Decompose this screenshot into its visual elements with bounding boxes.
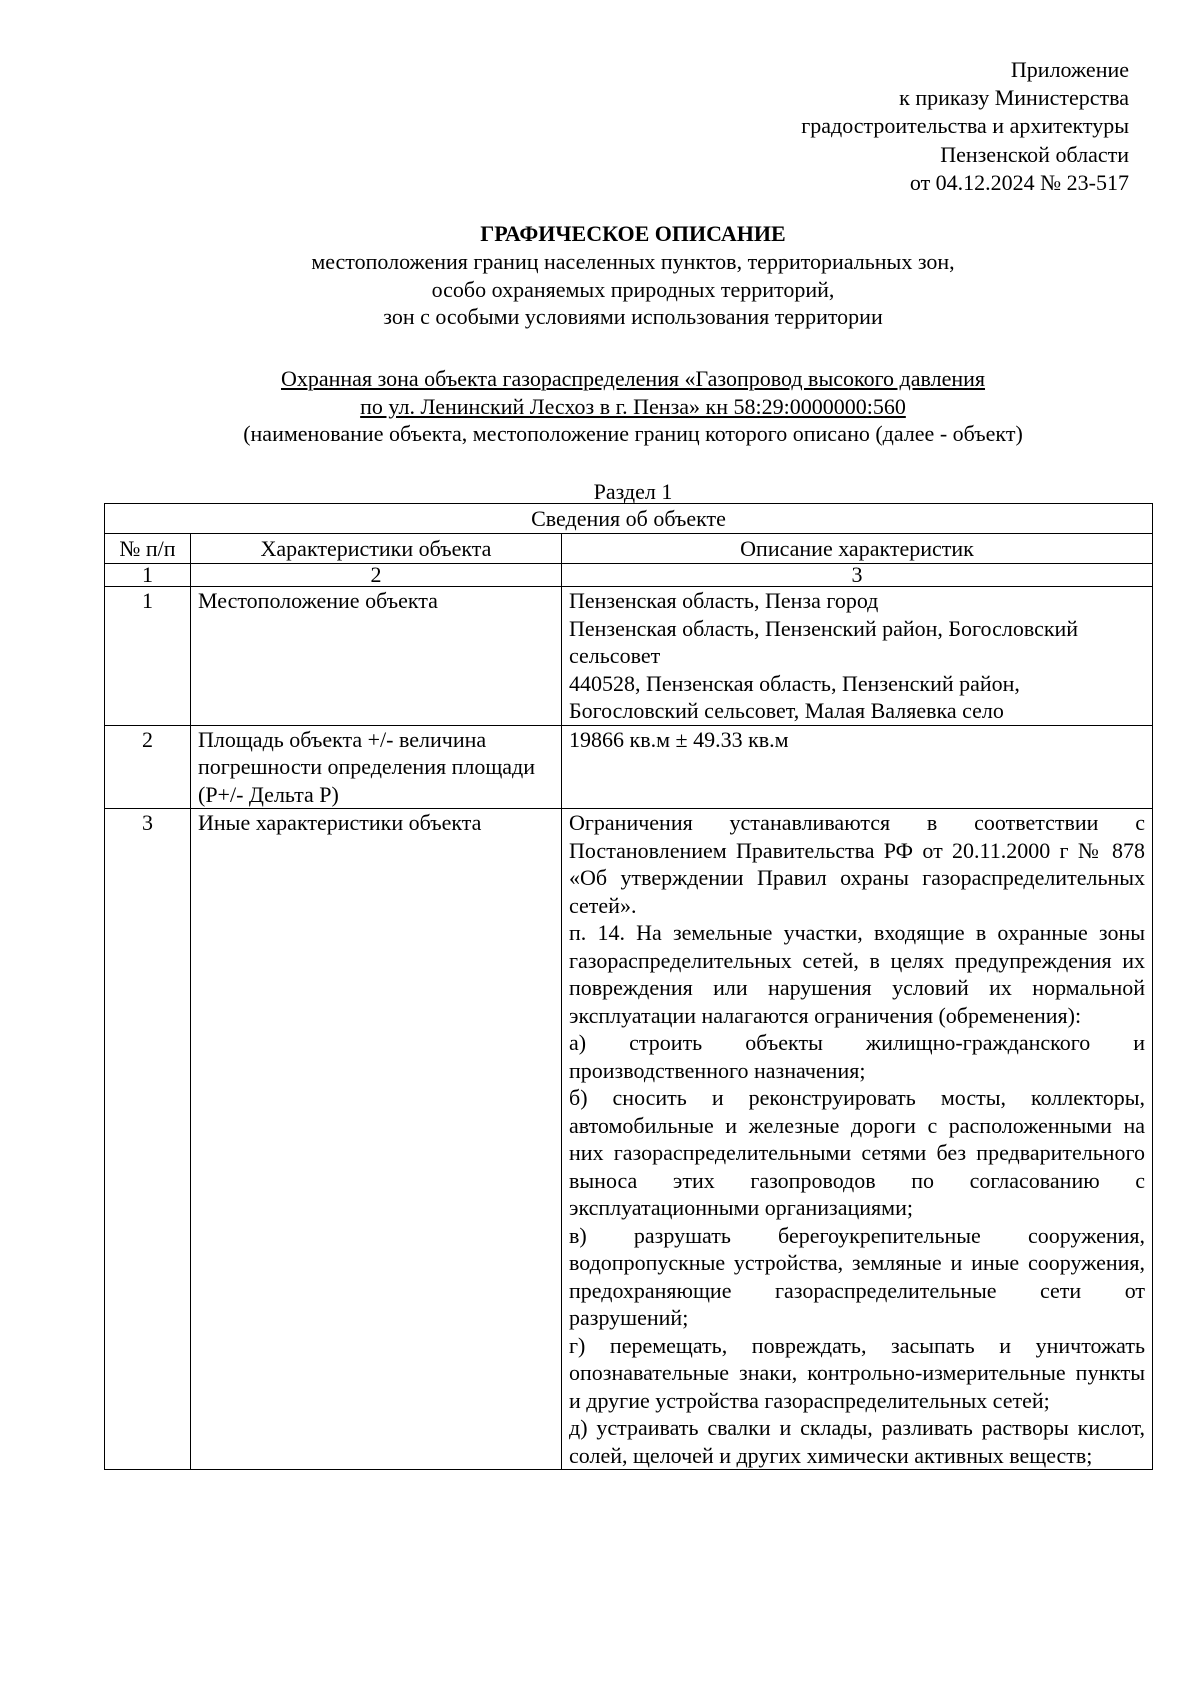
title-block (0, 220, 1200, 331)
section-label: Раздел 1 (593, 479, 673, 504)
table-row (105, 725, 1153, 809)
column-numbers-row (105, 564, 1153, 587)
object-name-line: Охранная зона объекта газораспределения «Газопровод высокого давления (280, 366, 986, 391)
description-paragraph: б) сносить и реконструировать мосты, коллекторы, автомобильные и железные дороги с расположенными на них газораспределительными сетями без предварительного выноса этих газопроводов по согласованию с эксплуатационными организациями; (569, 1085, 1146, 1220)
object-name-line: по ул. Ленинский Лесхоз в г. Пенза» кн 58:29:0000000:560 (360, 393, 906, 419)
column-header-characteristic: Характеристики объекта (191, 534, 562, 564)
row-characteristic: Иные характеристики объекта (191, 809, 562, 1470)
table-title-row (105, 504, 1153, 534)
appendix-line: Пензенской области (940, 141, 1129, 167)
appendix-block (801, 56, 1129, 197)
description-paragraph: п. 14. На земельные участки, входящие в охранные зоны газораспределительных сетей, в целях предупреждения их повреждения или нарушения условий их нормальной эксплуатации налагаются ограничения (обременения): (569, 920, 1146, 1028)
column-header-number: № п/п (105, 534, 191, 564)
description-line: Пензенская область, Пензенский район, Богословский сельсовет (569, 615, 1079, 668)
subtitle-line: местоположения границ населенных пунктов, территориальных зон, (311, 249, 955, 274)
area-value: 19866 кв.м ± 49.33 кв.м (569, 726, 789, 752)
row-number: 2 (105, 725, 191, 809)
row-characteristic: Местоположение объекта (191, 587, 562, 726)
row-characteristic: Площадь объекта +/- величина погрешности определения площади (P+/- Дельта P) (191, 725, 562, 809)
appendix-line: градостроительства и архитектуры (801, 113, 1129, 139)
subtitle-line: особо охраняемых природных территорий, (431, 276, 835, 302)
row-number: 1 (105, 587, 191, 726)
row-description (562, 587, 1153, 726)
description-line: 440528, Пензенская область, Пензенский район, Богословский сельсовет, Малая Валяевка село (569, 670, 1020, 723)
description-paragraph: Ограничения устанавливаются в соответствии с Постановлением Правительства РФ от 20.11.2000 г № 878 «Об утверждении Правил охраны газораспределительных сетей». (569, 810, 1146, 918)
object-caption: (наименование объекта, местоположение границ которого описано (далее - объект) (243, 421, 1023, 446)
object-block (0, 365, 1200, 448)
column-header-description: Описание характеристик (562, 534, 1153, 564)
table-header-row (105, 534, 1153, 564)
description-paragraph: г) перемещать, повреждать, засыпать и уничтожать опознавательные знаки, контрольно-измерительные пункты и другие устройства газораспределительных сетей; (569, 1332, 1146, 1413)
description-paragraph: в) разрушать берегоукрепительные сооружения, водопропускные устройства, земляные и иные сооружения, предохраняющие газораспределительные сети от разрушений; (569, 1222, 1146, 1330)
description-paragraph: д) устраивать свалки и склады, разливать растворы кислот, солей, щелочей и других химически активных веществ; (569, 1415, 1146, 1468)
description-line: Пензенская область, Пенза город (569, 588, 879, 613)
appendix-line: Приложение (1010, 57, 1129, 82)
subtitle-line: зон с особыми условиями использования территории (383, 304, 883, 329)
row-description (562, 809, 1153, 1470)
appendix-order-date: от 04.12.2024 № 23-517 (909, 169, 1129, 195)
document-title: ГРАФИЧЕСКОЕ ОПИСАНИЕ (480, 221, 786, 246)
row-number: 3 (105, 809, 191, 1470)
object-info-table (104, 503, 1153, 1470)
table-row (105, 809, 1153, 1470)
column-number: 1 (105, 564, 191, 587)
description-paragraph: а) строить объекты жилищно-гражданского и производственного назначения; (569, 1030, 1146, 1083)
column-number: 2 (191, 564, 562, 587)
row-description (562, 725, 1153, 809)
table-title: Сведения об объекте (105, 504, 1153, 534)
table-row (105, 587, 1153, 726)
appendix-line: к приказу Министерства (899, 85, 1129, 111)
column-number: 3 (562, 564, 1153, 587)
